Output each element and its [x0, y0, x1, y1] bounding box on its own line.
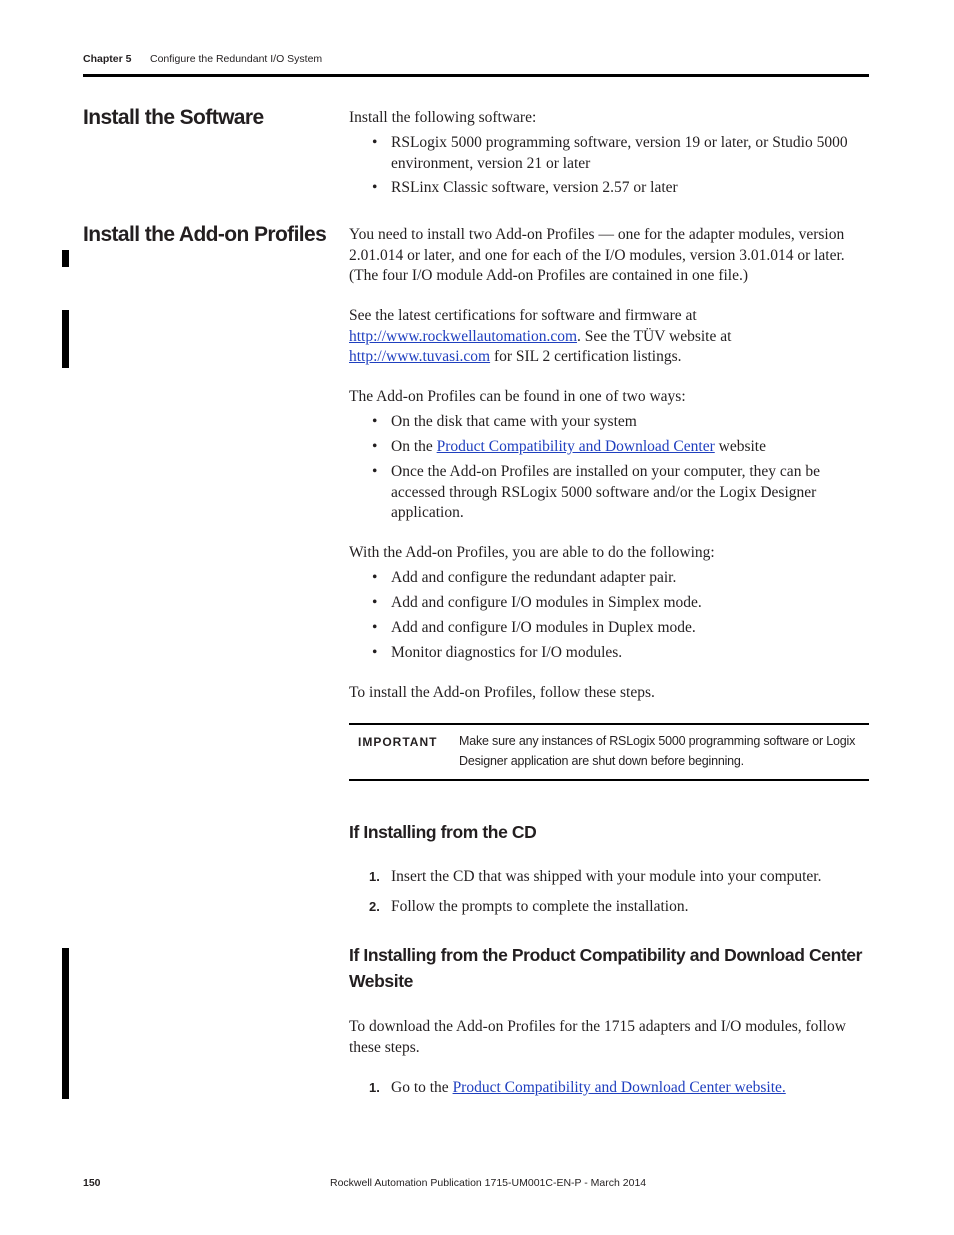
- important-label: IMPORTANT: [358, 735, 438, 749]
- numbered-step: [369, 1078, 786, 1099]
- web-paragraph: To download the Add-on Profiles for the 1715 adapters and I/O modules, follow these steps.: [349, 1018, 846, 1056]
- important-text: Make sure any instances of RSLogix 5000 programming software or Logix Designer application are shut down before beginning.: [459, 734, 856, 768]
- software-intro: Install the following software:: [349, 109, 537, 126]
- steps-intro: To install the Add-on Profiles, follow these steps.: [349, 684, 655, 701]
- list-item-text: website: [714, 438, 766, 455]
- numbered-step: [369, 867, 822, 888]
- subsection-title-web: If Installing from the Product Compatibility and Download Center Website: [349, 945, 863, 991]
- change-bar: [62, 250, 69, 267]
- rockwell-link[interactable]: http://www.rockwellautomation.com: [349, 327, 578, 345]
- step-number: 1.: [369, 869, 380, 884]
- chapter-title: Configure the Redundant I/O System: [150, 53, 323, 65]
- able-intro: With the Add-on Profiles, you are able to do the following:: [349, 544, 715, 561]
- pcdc-link[interactable]: Product Compatibility and Download Center: [436, 438, 715, 455]
- header-rule: [83, 74, 869, 77]
- running-header: [83, 53, 323, 65]
- list-item: • Add and configure I/O modules in Duplex mode.: [391, 618, 869, 639]
- pcdc-website-link[interactable]: Product Compatibility and Download Center website.: [452, 1079, 786, 1096]
- aop-paragraph: You need to install two Add-on Profiles — one for the adapter modules, version 2.01.014 or later, and one for each of the I/O modules, version 3.01.014 or later. (The four I/O module Add-on Profiles are contained in one file.): [349, 226, 845, 284]
- certifications-paragraph: [349, 306, 869, 368]
- step-number: 1.: [369, 1080, 380, 1095]
- list-item: • On the disk that came with your system: [391, 412, 869, 433]
- cert-text: for SIL 2 certification listings.: [490, 348, 682, 365]
- page-number: 150: [83, 1177, 101, 1189]
- list-item: • RSLinx Classic software, version 2.57 or later: [391, 178, 869, 199]
- chapter-label: Chapter 5: [83, 53, 132, 65]
- list-item: • Monitor diagnostics for I/O modules.: [391, 643, 869, 664]
- list-item-text: On the: [391, 438, 437, 455]
- list-item: • RSLogix 5000 programming software, version 19 or later, or Studio 5000 environment, version 21 or later: [391, 133, 869, 174]
- cert-text: . See the TÜV website at: [577, 327, 732, 345]
- change-bar: [62, 948, 69, 1099]
- step-text: Go to the: [391, 1079, 453, 1096]
- cert-text: See the latest certifications for software and firmware at: [349, 307, 697, 324]
- step-number: 2.: [369, 899, 380, 914]
- important-note: [349, 723, 869, 781]
- subsection-title-cd: If Installing from the CD: [349, 822, 537, 842]
- step-text: Insert the CD that was shipped with your module into your computer.: [391, 868, 822, 885]
- list-item: • Add and configure I/O modules in Simplex mode.: [391, 593, 869, 614]
- list-item: • Add and configure the redundant adapter pair.: [391, 568, 869, 589]
- change-bar: [62, 310, 69, 368]
- section-title-install-software: Install the Software: [83, 106, 264, 129]
- section-title-install-aop: Install the Add-on Profiles: [83, 223, 327, 246]
- ways-intro: The Add-on Profiles can be found in one of two ways:: [349, 388, 686, 405]
- step-text: Follow the prompts to complete the installation.: [391, 898, 689, 915]
- tuvasi-link[interactable]: http://www.tuvasi.com: [349, 348, 491, 365]
- numbered-step: [369, 897, 688, 918]
- list-item: [391, 437, 869, 458]
- list-item: • Once the Add-on Profiles are installed on your computer, they can be accessed through RSLogix 5000 software and/or the Logix Designer application.: [391, 462, 869, 524]
- publication-info: Rockwell Automation Publication 1715-UM001C-EN-P - March 2014: [330, 1177, 647, 1189]
